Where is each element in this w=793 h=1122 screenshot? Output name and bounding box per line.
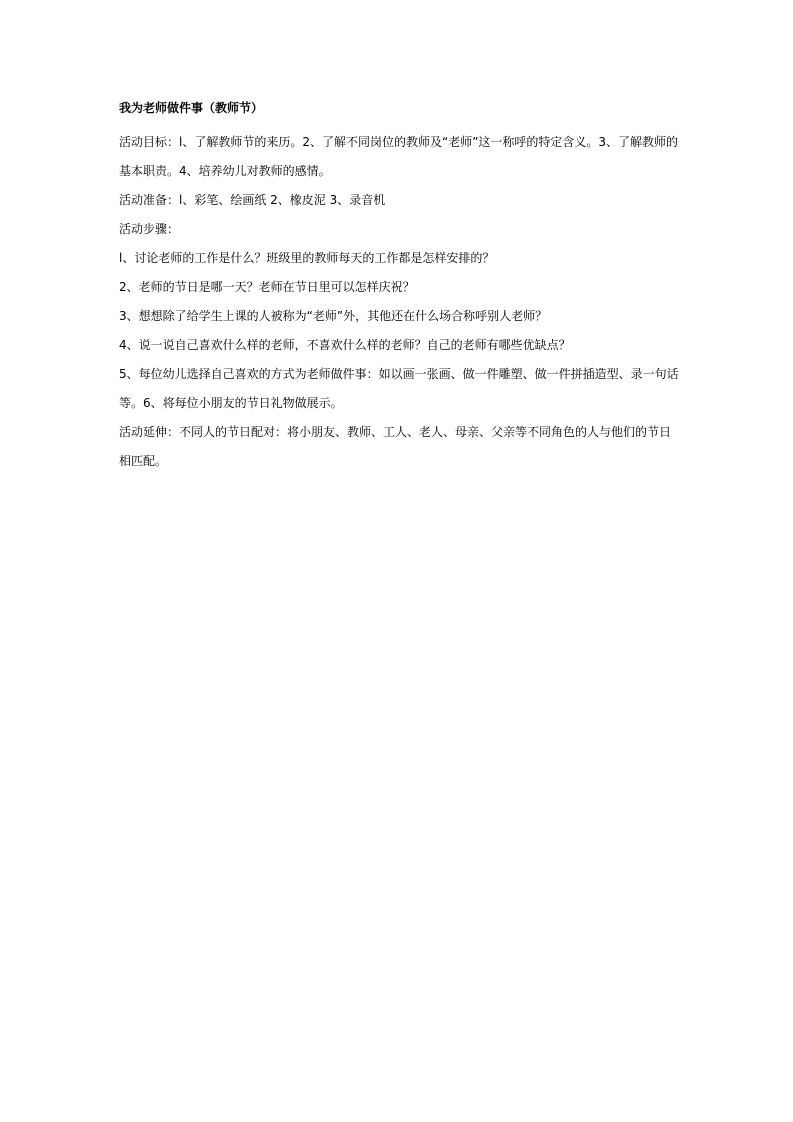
step-3-paragraph — [119, 302, 679, 331]
paragraph-line: 3、想想除了给学生上课的人被称为“老师”外，其他还在什么场合称呼别人老师？ — [119, 309, 548, 323]
step-2-paragraph — [119, 273, 679, 302]
paragraph-line: 活动延伸：不同人的节日配对：将小朋友、教师、工人、老人、母亲、父亲等不同角色的人与他们的节日 — [119, 425, 672, 439]
activity-preparation-paragraph — [119, 186, 679, 215]
paragraph-line: 活动准备：l、彩笔、绘画纸 2、橡皮泥 3、录音机 — [119, 193, 386, 207]
document-title: 我为老师做件事（教师节） — [119, 101, 264, 115]
paragraph-line: 活动步骤： — [119, 222, 180, 236]
paragraph-line: l、讨论老师的工作是什么？班级里的教师每天的工作都是怎样安排的？ — [119, 251, 495, 265]
step-4-paragraph — [119, 331, 679, 360]
step-1-paragraph — [119, 244, 679, 273]
paragraph-line: 活动目标：l、了解教师节的来历。2、了解不同岗位的教师及“老师”这一称呼的特定含义。3、了解教师的 — [119, 135, 679, 149]
paragraph-line: 4、说一说自己喜欢什么样的老师，不喜欢什么样的老师？自己的老师有哪些优缺点？ — [119, 338, 571, 352]
paragraph-line: 等。6、将每位小朋友的节日礼物做展示。 — [119, 396, 343, 410]
paragraph-line: 2、老师的节日是哪一天？老师在节日里可以怎样庆祝？ — [119, 280, 415, 294]
paragraph-line: 相匹配。 — [119, 454, 168, 468]
step-5-6-paragraph — [119, 360, 679, 418]
paragraph-line: 基本职责。4、培养幼儿对教师的感情。 — [119, 164, 331, 178]
document-body — [119, 99, 679, 476]
activity-goals-paragraph — [119, 128, 679, 186]
activity-steps-heading — [119, 215, 679, 244]
paragraph-line: 5、每位幼儿选择自己喜欢的方式为老师做件事：如以画一张画、做一件雕塑、做一件拼插造型、录一句话 — [119, 367, 679, 381]
activity-extension-paragraph — [119, 418, 679, 476]
